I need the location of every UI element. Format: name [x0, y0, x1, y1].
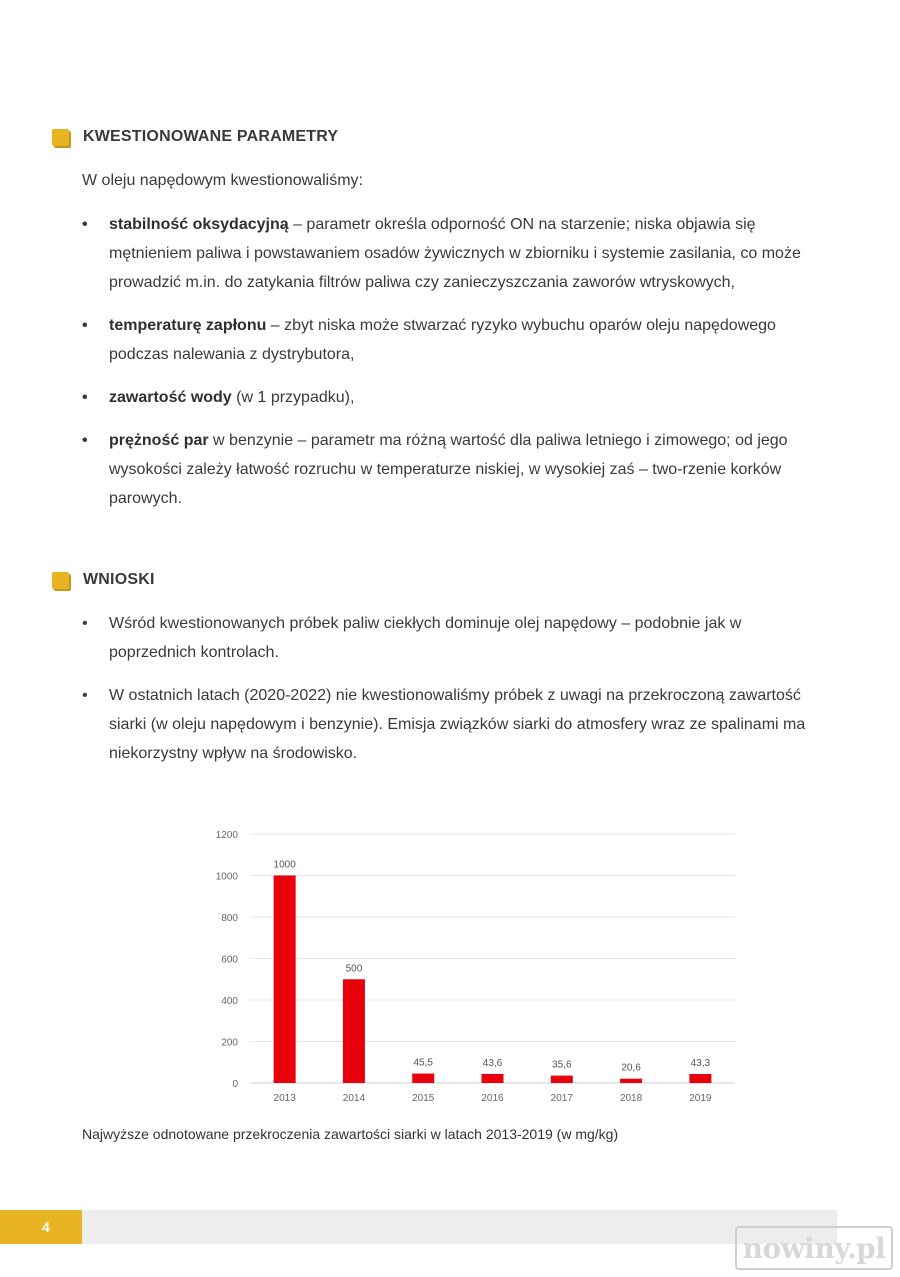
x-tick-label: 2018 [619, 1093, 643, 1104]
list-item: • temperaturę zapłonu – zbyt niska może stwarzać ryzyko wybuchu oparów oleju napędowego podczas nalewania z dystrybutora, [82, 311, 820, 369]
data-label: 43,6 [482, 1057, 503, 1069]
y-tick-label: 0 [232, 1079, 238, 1090]
data-label: 35,6 [552, 1059, 572, 1071]
bar [620, 1079, 642, 1083]
list-item: • stabilność oksydacyjną – parametr określa odporność ON na starzenie; niska objawia się mętnieniem paliwa i powstawaniem osadów żywicznych w zbiorniku i systemie zasilania, co może prowadzić m.in. do zatykania filtrów paliwa czy zanieczyszczania zaworów wtryskowych, [82, 210, 820, 297]
y-tick-label: 200 [221, 1037, 238, 1049]
section-bullet-square [52, 572, 69, 589]
bar [412, 1074, 434, 1083]
bar [274, 876, 296, 1084]
conclusions-list [82, 609, 820, 782]
bar [482, 1074, 504, 1083]
chart-caption: Najwyższe odnotowane przekroczenia zawartości siarki w latach 2013-2019 (w mg/kg) [82, 1126, 619, 1142]
section-title: WNIOSKI [83, 571, 155, 588]
bar [689, 1074, 711, 1083]
x-tick-label: 2019 [689, 1093, 712, 1104]
data-label: 500 [345, 963, 363, 975]
y-tick-label: 600 [221, 954, 238, 966]
list-item: • Wśród kwestionowanych próbek paliw ciekłych dominuje olej napędowy – podobnie jak w poprzednich kontrolach. [82, 609, 820, 667]
data-label: 45,5 [413, 1057, 433, 1069]
section-bullet-square [52, 129, 69, 146]
data-label: 43,3 [690, 1058, 711, 1070]
y-tick-label: 1200 [215, 830, 238, 841]
x-tick-label: 2015 [412, 1093, 435, 1104]
x-tick-label: 2014 [342, 1093, 366, 1104]
section-title: KWESTIONOWANE PARAMETRY [83, 128, 339, 145]
list-item: • prężność par w benzynie – parametr ma różną wartość dla paliwa letniego i zimowego; od jego wysokości zależy łatwość rozruchu w temperaturze niskiej, w wysokiej zaś – two-rzenie korków parowych. [82, 426, 820, 513]
section-heading-parametry [52, 128, 338, 146]
bar [343, 979, 365, 1083]
y-tick-label: 1000 [215, 871, 238, 883]
footer-bar [82, 1210, 837, 1244]
intro-text: W oleju napędowym kwestionowaliśmy: [82, 172, 363, 189]
data-label: 1000 [273, 859, 296, 871]
bar [551, 1076, 573, 1083]
sulfur-bar-chart [200, 820, 740, 1110]
list-item: • W ostatnich latach (2020-2022) nie kwestionowaliśmy próbek z uwagi na przekroczoną zawartość siarki (w oleju napędowym i benzynie). Emisja związków siarki do atmosfery wraz ze spalinami ma niekorzystny wpływ na środowisko. [82, 681, 820, 768]
y-tick-label: 400 [221, 996, 238, 1007]
section-heading-wnioski [52, 571, 155, 589]
page-number: 4 [0, 1210, 82, 1244]
parameter-list [82, 210, 820, 527]
x-tick-label: 2016 [481, 1093, 504, 1104]
x-tick-label: 2017 [550, 1093, 573, 1104]
list-item: • zawartość wody (w 1 przypadku), [82, 383, 820, 412]
y-tick-label: 800 [221, 913, 238, 924]
data-label: 20,6 [621, 1062, 641, 1074]
watermark-logo: nowiny.pl [735, 1226, 893, 1270]
x-tick-label: 2013 [273, 1093, 296, 1104]
